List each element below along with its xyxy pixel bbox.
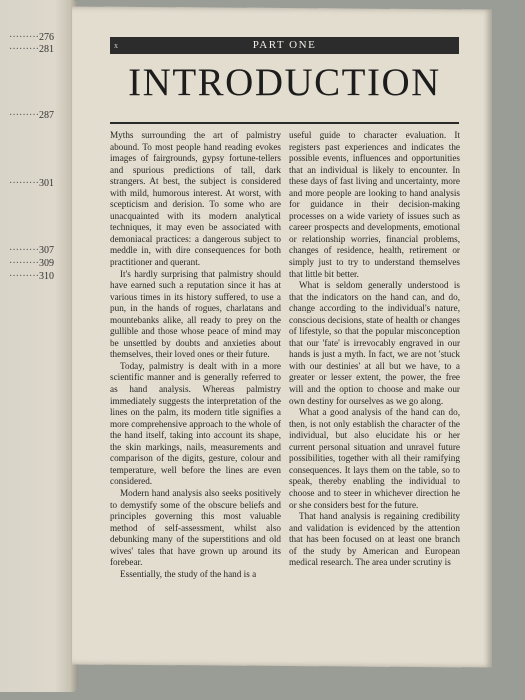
paragraph: Myths surrounding the art of palmistry abound. To most people hand reading evokes images of fairgrounds, gypsy fortune-tellers and spurious predictions of tall, dark strangers. At best, the subject is considered with mild, humorous interest. At worst, with scepticism and derision. To some who are unacquainted with its modern analytical techniques, it may even be associated with demoniacal practices: a dangerous subject to meddle in, with dire consequences for both practitioner and querant. xyxy=(110,130,281,268)
toc-entry: ·········310 xyxy=(9,271,54,282)
paragraph: Modern hand analysis also seeks positively to demystify some of the obscure beliefs and principles governing this most valuable method of self-assessment, whilst also debunking many of the superstitions and old wives' tales that have grown up around its forebear. xyxy=(110,487,281,568)
paragraph: What a good analysis of the hand can do, then, is not only establish the character of the individual, but also elucidate his or her current personal situation and unravel future possibilities, together with all their ramifying consequences. It lays them on the table, so to speak, thereby enabling the individual to choose and to steer in whichever direction he or she considers best for the future. xyxy=(289,407,460,510)
paragraph: Essentially, the study of the hand is a xyxy=(120,568,257,579)
toc-entry: ·········276 xyxy=(9,32,54,43)
paragraph: It's hardly surprising that palmistry should have earned such a reputation since it has at various times in its history suffered, to use a pun, in the hands of rogues, charlatans and mountebanks alike, all ready to prey on the gullible and those whose peace of mind may be unsettled by doubts and anxieties about themselves, their loved ones or their future. xyxy=(110,268,281,360)
text-column-right xyxy=(289,130,460,569)
toc-entry: ·········307 xyxy=(9,245,54,256)
toc-entry: ·········287 xyxy=(9,110,54,121)
toc-entry: ·········281 xyxy=(9,44,54,55)
paragraph: useful guide to character evaluation. It registers past experiences and indicates the possible events, influences and opportunities that an individual is likely to encounter. In these days of fast living and uncertainty, more and more people are looking to hand analysis for guidance in their decision-making processes on a wide variety of issues such as career prospects and developments, emotional or relationship worries, financial problems, changes of residence, health, retirement or simply just to try to understand themselves that little bit better. xyxy=(289,130,460,279)
paragraph: Today, palmistry is dealt with in a more scientific manner and is generally referred to as hand analysis. Whereas palmistry immediately suggests the interpretation of the lines on the palm, its modern title signifies a more comprehensive approach to the whole of the hand itself, taking into account its shape, the skin markings, nails, measurements and comparison of the digits, gesture, colour and temperature, well before the lines are even considered. xyxy=(110,360,281,487)
part-heading-bar xyxy=(110,37,459,54)
paragraph: That hand analysis is regaining credibility and validation is evidenced by the attention that has been focused on at least one branch of the study by American and European medical research. The area under scrutiny is xyxy=(289,511,460,568)
part-label: PART ONE xyxy=(252,39,317,51)
toc-entry: ·········309 xyxy=(9,258,54,269)
paragraph: What is seldom generally understood is that the indicators on the hand can, and do, change according to the individual's nature, conscious decisions, state of health or changes of lifestyle, so that the popular misconception that our 'fate' is irrevocably engraved in our hands is just a myth. In fact, we are not 'stuck with our destinies' at all but we have, to a greater or lesser extent, the power, the free will and the option to choose and make our own destiny for ourselves as we go along. xyxy=(289,280,460,406)
title-rule xyxy=(110,122,459,124)
left-page xyxy=(0,0,78,692)
page-number: x xyxy=(114,41,118,50)
chapter-title: INTRODUCTION xyxy=(128,61,441,104)
text-column-left xyxy=(110,130,281,580)
toc-entry: ·········301 xyxy=(9,178,54,189)
